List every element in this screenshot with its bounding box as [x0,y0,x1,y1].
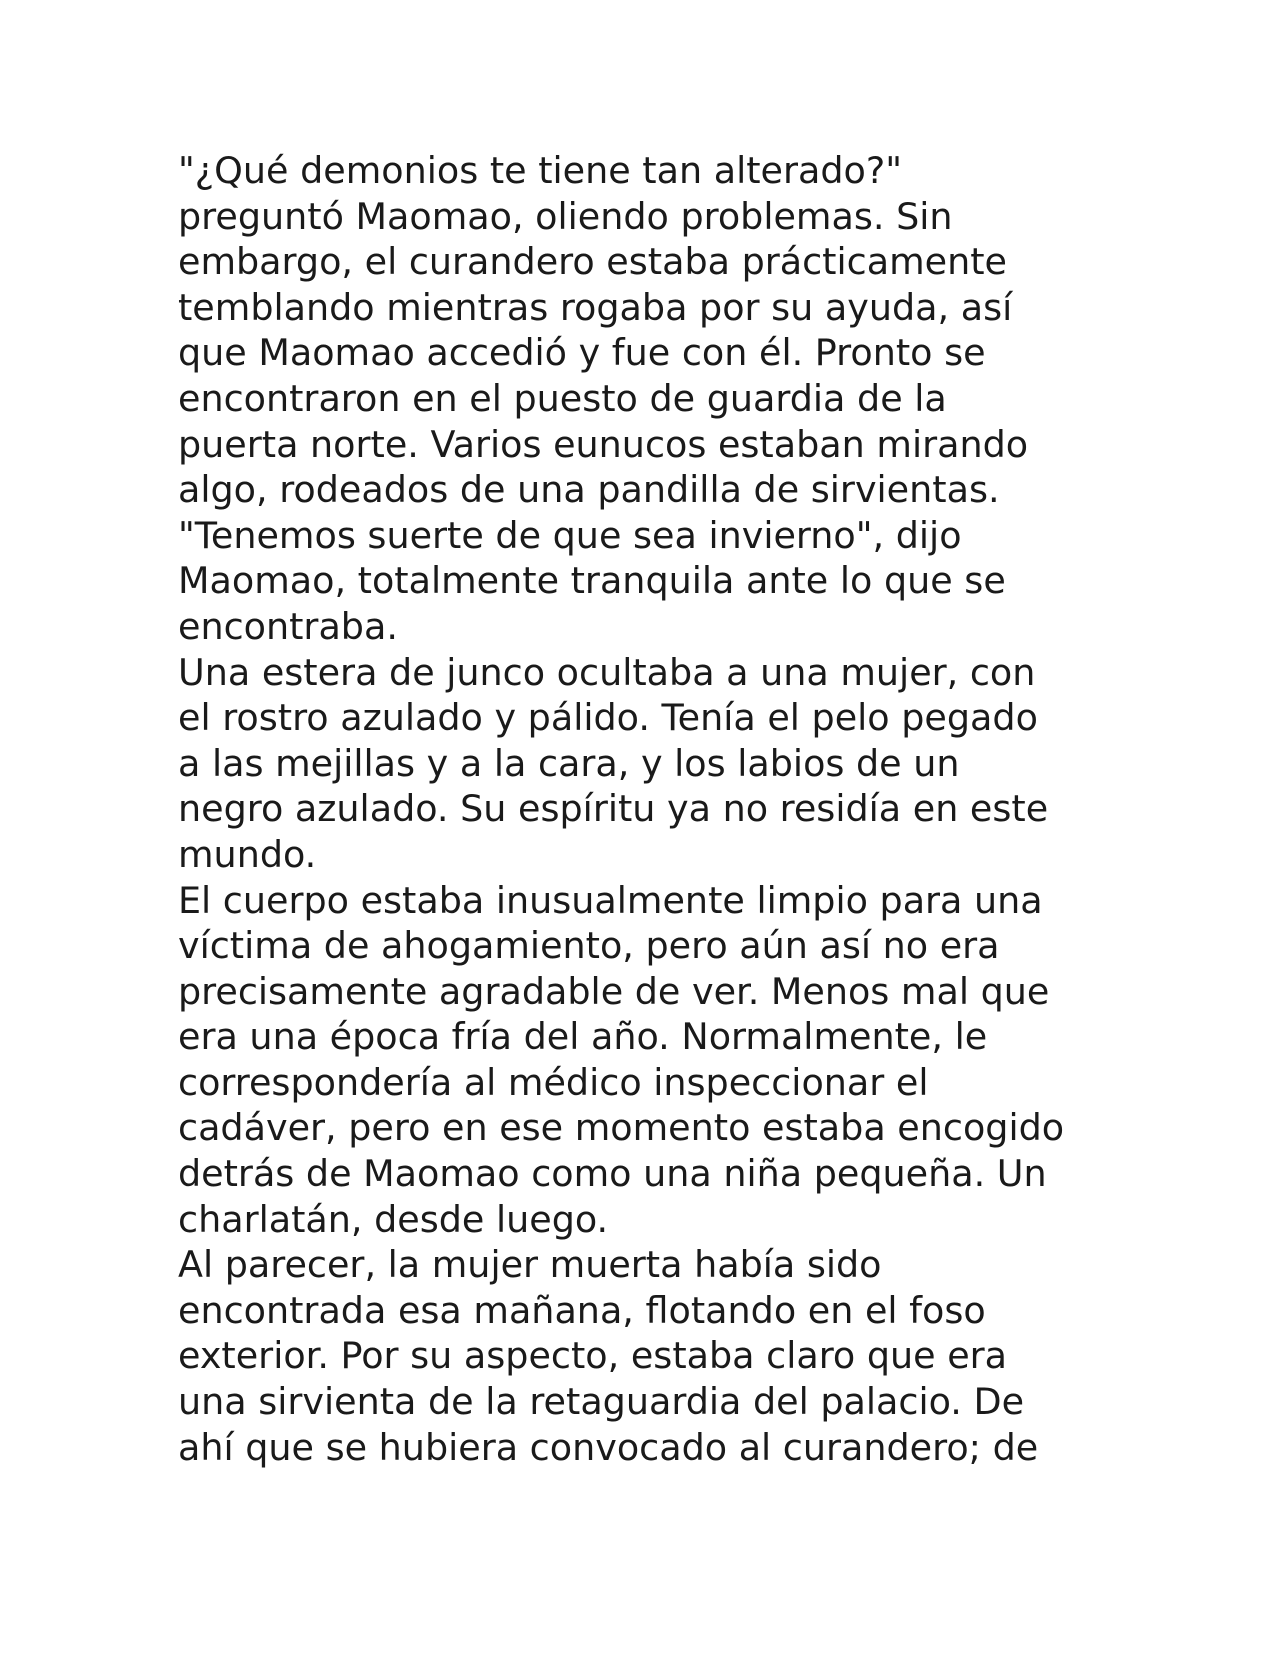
text-line: una sirvienta de la retaguardia del palacio. De [178,1380,1025,1424]
text-line: exterior. Por su aspecto, estaba claro que era [178,1334,1008,1378]
text-line: precisamente agradable de ver. Menos mal que [178,969,1050,1013]
text-line: Al parecer, la mujer muerta había sido [178,1243,882,1287]
body-text [178,148,1178,1470]
text-line: negro azulado. Su espíritu ya no residía en este [178,787,1049,831]
text-line: ahí que se hubiera convocado al curandero; de [178,1425,1039,1469]
text-line: encontrada esa mañana, flotando en el foso [178,1288,986,1332]
text-line: mundo. [178,832,317,876]
text-line: era una época fría del año. Normalmente, le [178,1015,988,1059]
text-line: temblando mientras rogaba por su ayuda, así [178,285,1013,329]
text-line: cadáver, pero en ese momento estaba encogido [178,1106,1065,1150]
text-line: "Tenemos suerte de que sea invierno", dijo [178,513,962,557]
text-line: el rostro azulado y pálido. Tenía el pelo pegado [178,696,1038,740]
text-line: preguntó Maomao, oliendo problemas. Sin [178,194,953,238]
text-line: que Maomao accedió y fue con él. Pronto se [178,331,986,375]
text-line: detrás de Maomao como una niña pequeña. Un [178,1152,1047,1196]
text-line: a las mejillas y a la cara, y los labios de un [178,741,960,785]
text-line: encontraba. [178,604,398,648]
text-line: víctima de ahogamiento, pero aún así no era [178,924,1000,968]
text-line: "¿Qué demonios te tiene tan alterado?" [178,149,903,192]
text-line: correspondería al médico inspeccionar el [178,1060,929,1104]
text-line: embargo, el curandero estaba prácticamente [178,240,1007,284]
text-line: encontraron en el puesto de guardia de la [178,376,947,420]
text-line: El cuerpo estaba inusualmente limpio para una [178,878,1043,922]
text-line: charlatán, desde luego. [178,1197,609,1241]
text-line: algo, rodeados de una pandilla de sirvientas. [178,468,1000,512]
text-line: Maomao, totalmente tranquila ante lo que se [178,559,1006,603]
text-line: puerta norte. Varios eunucos estaban mirando [178,422,1029,466]
text-line: Una estera de junco ocultaba a una mujer, con [178,650,1036,694]
